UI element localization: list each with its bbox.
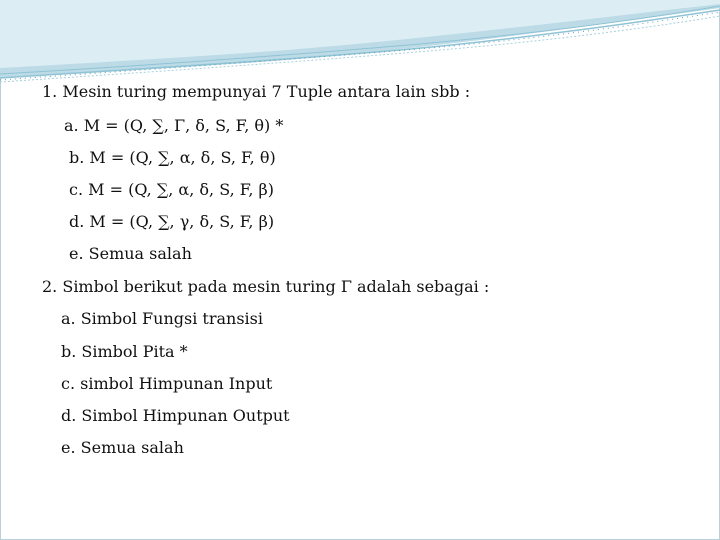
question-1-option-e: e. Semua salah [69, 244, 192, 263]
question-1-option-d: d. M = (Q, ∑, γ, δ, S, F, β) [69, 212, 275, 231]
question-1-option-c: c. M = (Q, ∑, α, δ, S, F, β) [69, 180, 275, 199]
question-2-text: 2. Simbol berikut pada mesin turing Γ adalah sebagai : [42, 277, 490, 296]
question-1-option-b: b. M = (Q, ∑, α, δ, S, F, θ) [69, 148, 276, 167]
question-2-option-a: a. Simbol Fungsi transisi [61, 309, 263, 328]
header-wave-fill-light [0, 0, 720, 68]
question-2-option-e: e. Semua salah [61, 438, 184, 457]
header-wave-decoration [0, 0, 720, 90]
question-2-option-d: d. Simbol Himpunan Output [61, 406, 290, 425]
question-1-text: 1. Mesin turing mempunyai 7 Tuple antara lain sbb : [42, 82, 471, 101]
question-1-option-a: a. M = (Q, ∑, Γ, δ, S, F, θ) * [64, 116, 284, 135]
question-2-option-b: b. Simbol Pita * [61, 342, 188, 361]
question-2-option-c: c. simbol Himpunan Input [61, 374, 273, 393]
